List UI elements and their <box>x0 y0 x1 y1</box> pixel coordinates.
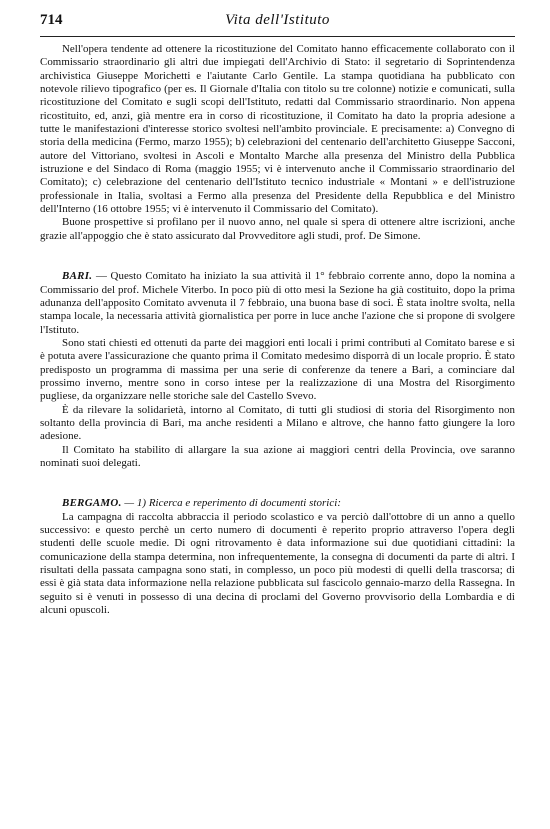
section-heading: BERGAMO. <box>62 497 122 510</box>
paragraph-text: La campagna di raccolta abbraccia il periodo scolastico e va perciò dall'ottobre di un anno a quello successivo: e questo perchè un certo numero di documenti è reperito proprio attraverso l'opera degli studenti delle scuole medie. Di ogni ritrovamento è data informazione sui due quotidiani cittadini: la comunicazione della stampa determina, non infrequentemente, la consegna di documenti da parte di altri. I risultati della passata campagna sono stati, in complesso, un poco più modesti di quelli della trascorsa; di essi è già stata data informazione nella relazione pubblicata sul fascicolo gennaio-marzo della Rassegna. In seguito si è venuti in possesso di una decina di proclami del Governo provvisorio della Lombardia e di alcuni opuscoli. <box>40 510 515 617</box>
page-header <box>40 12 515 34</box>
paragraph <box>40 43 515 216</box>
page-body <box>40 43 515 617</box>
paragraph-text: — Questo Comitato ha iniziato la sua attività il 1° febbraio corrente anno, dopo la nomina a Commissario del prof. Michele Viterbo. In poco più di otto mesi la Sezione ha già costituito, dopo la prima adunanza dell'apposito Comitato avvenuta il 7 febbraio, una buona base di soci. È stata inoltre svolta, nella stampa locale, la necessaria attività giornalistica per porre in luce anche l'azione che si propone di svolgere l'Istituto. <box>40 270 515 336</box>
paragraph <box>40 404 515 444</box>
paragraph-text: Nell'opera tendente ad ottenere la ricostituzione del Comitato hanno efficacemente collaborato con il Commissario straordinario gli altri due impiegati dell'Archivio di Stato: il segretario di Soprintendenza archivistica Giuseppe Morichetti e l'aiutante Carlo Gentile. La stampa quotidiana ha pubblicato con notevole rilievo tipografico (per es. Il Giornale d'Italia con titolo su tre colonne) notizie e comunicati, sulla ricostituzione del Comitato e sugli scopi dell'Istituto, redatti dal Commissario straordinario. Non appena ricostituito, ed, anzi, già mentre era in corso di ricostituzione, il Comitato ha dato la propria adesione a tutte le manifestazioni d'interesse storico svoltesi nell'ambito provinciale. E precisamente: a) Convegno di storia della medicina (Fermo, marzo 1955); b) celebrazioni del centenario dell'architetto Giuseppe Sacconi, autore del Vittoriano, svoltesi in Ascoli e Montalto Marche alla presenza del Ministro della Pubblica istruzione e del Sindaco di Roma (maggio 1955; vi è intervenuto anche il Commissario straordinario del Comitato); c) celebrazione del centenario dell'Istituto tecnico industriale « Montani » e dell'istruzione professionale in Italia, svoltasi a Fermo alla presenza del Presidente della Repubblica e del Ministro dell'Interno (16 ottobre 1955; vi è intervenuto il Commissario del Comitato). <box>40 43 515 216</box>
header-rule <box>40 36 515 37</box>
paragraph-text: Buone prospettive si profilano per il nuovo anno, nel quale si spera di ottenere altre iscrizioni, anche grazie all'appoggio che è stato assicurato dal Provveditore agli studi, prof. De Simone. <box>40 216 515 242</box>
paragraph <box>40 216 515 243</box>
paragraph <box>40 511 515 618</box>
paragraph-text: Sono stati chiesti ed ottenuti da parte dei maggiori enti locali i primi contributi al Comitato barese e si è potuta avere l'assicurazione che quanto prima il Comitato medesimo disporrà di un locale proprio. È stato predisposto un programma di massima per una serie di conferenze da tenere a Bari, a cominciare dal prossimo inverno, mentre sono in corso intese per la realizzazione di una Mostra del Risorgimento pugliese, da organizzare nelle storiche sale del Castello Svevo. <box>40 336 515 403</box>
section-bergamo <box>40 497 515 617</box>
section-bari <box>40 270 515 470</box>
subsection-heading: — 1) Ricerca e reperimento di documenti storici: <box>124 497 342 510</box>
section-intro <box>40 43 515 243</box>
paragraph <box>40 270 515 337</box>
section-heading: BARI. <box>62 270 93 283</box>
page-number: 714 <box>40 12 63 28</box>
running-title: Vita dell'Istituto <box>225 12 330 28</box>
paragraph-text: Il Comitato ha stabilito di allargare la sua azione ai maggiori centri della Provincia, ove saranno nominati suoi delegati. <box>40 443 515 469</box>
paragraph <box>40 337 515 404</box>
paragraph-text: È da rilevare la solidarietà, intorno al Comitato, di tutti gli studiosi di storia del Risorgimento non soltanto della provincia di Bari, ma anche residenti a Milano e altrove, che hanno fatto giungere la loro adesione. <box>40 403 515 443</box>
paragraph <box>40 444 515 471</box>
paragraph <box>40 497 515 510</box>
